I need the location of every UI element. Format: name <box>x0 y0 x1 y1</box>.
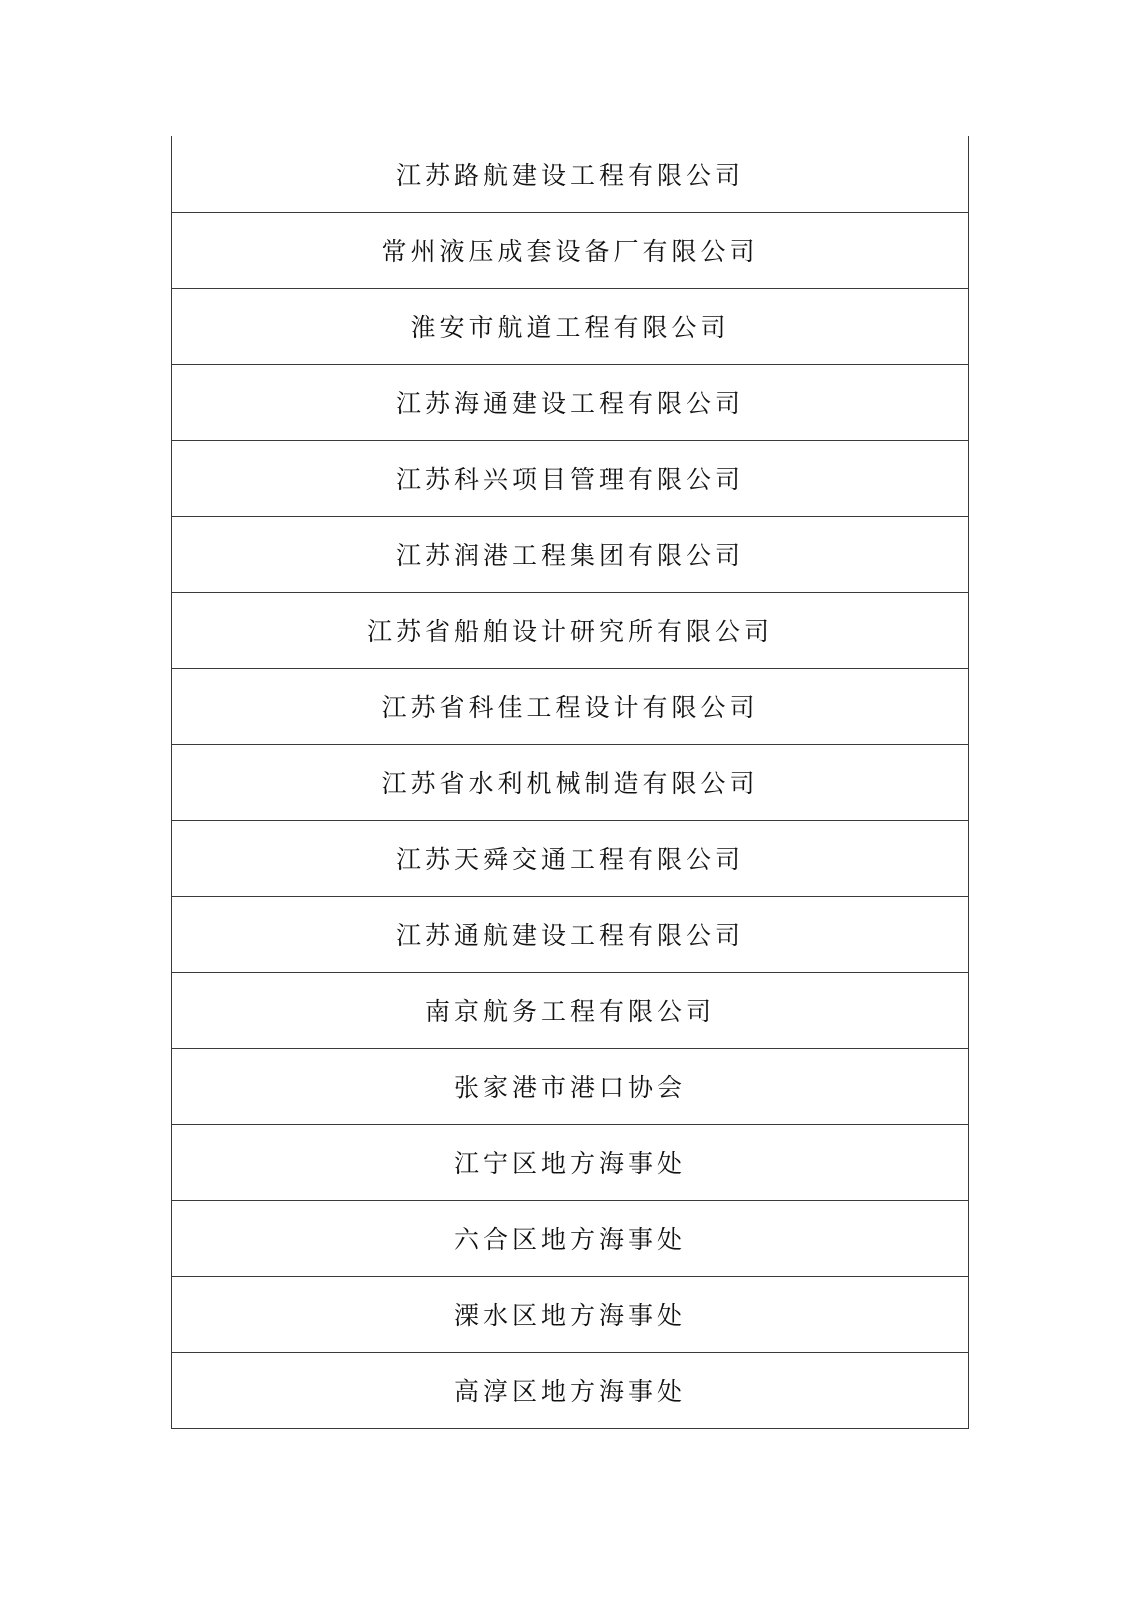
organization-name: 江苏润港工程集团有限公司 <box>172 516 969 592</box>
table-row <box>172 440 969 516</box>
organization-name: 淮安市航道工程有限公司 <box>172 288 969 364</box>
organization-name: 江苏省科佳工程设计有限公司 <box>172 668 969 744</box>
table-row <box>172 1200 969 1276</box>
table-row <box>172 1352 969 1428</box>
organization-name: 江苏省船舶设计研究所有限公司 <box>172 592 969 668</box>
organization-name: 江苏路航建设工程有限公司 <box>172 136 969 212</box>
organization-name: 六合区地方海事处 <box>172 1200 969 1276</box>
table-row <box>172 212 969 288</box>
table-row <box>172 744 969 820</box>
organization-name: 江苏天舜交通工程有限公司 <box>172 820 969 896</box>
organization-name: 高淳区地方海事处 <box>172 1352 969 1428</box>
organization-name: 张家港市港口协会 <box>172 1048 969 1124</box>
table-row <box>172 364 969 440</box>
organization-table <box>171 136 969 1429</box>
organization-name: 江苏海通建设工程有限公司 <box>172 364 969 440</box>
table-row <box>172 668 969 744</box>
organization-name: 江宁区地方海事处 <box>172 1124 969 1200</box>
table-row <box>172 972 969 1048</box>
table-row <box>172 1048 969 1124</box>
organization-name: 江苏通航建设工程有限公司 <box>172 896 969 972</box>
table-row <box>172 516 969 592</box>
organization-name: 常州液压成套设备厂有限公司 <box>172 212 969 288</box>
table-row <box>172 1276 969 1352</box>
organization-name: 南京航务工程有限公司 <box>172 972 969 1048</box>
organization-name: 江苏科兴项目管理有限公司 <box>172 440 969 516</box>
table-row <box>172 136 969 212</box>
table-row <box>172 592 969 668</box>
table-row <box>172 1124 969 1200</box>
organization-name: 溧水区地方海事处 <box>172 1276 969 1352</box>
table-row <box>172 820 969 896</box>
table-row <box>172 288 969 364</box>
table-row <box>172 896 969 972</box>
organization-name: 江苏省水利机械制造有限公司 <box>172 744 969 820</box>
